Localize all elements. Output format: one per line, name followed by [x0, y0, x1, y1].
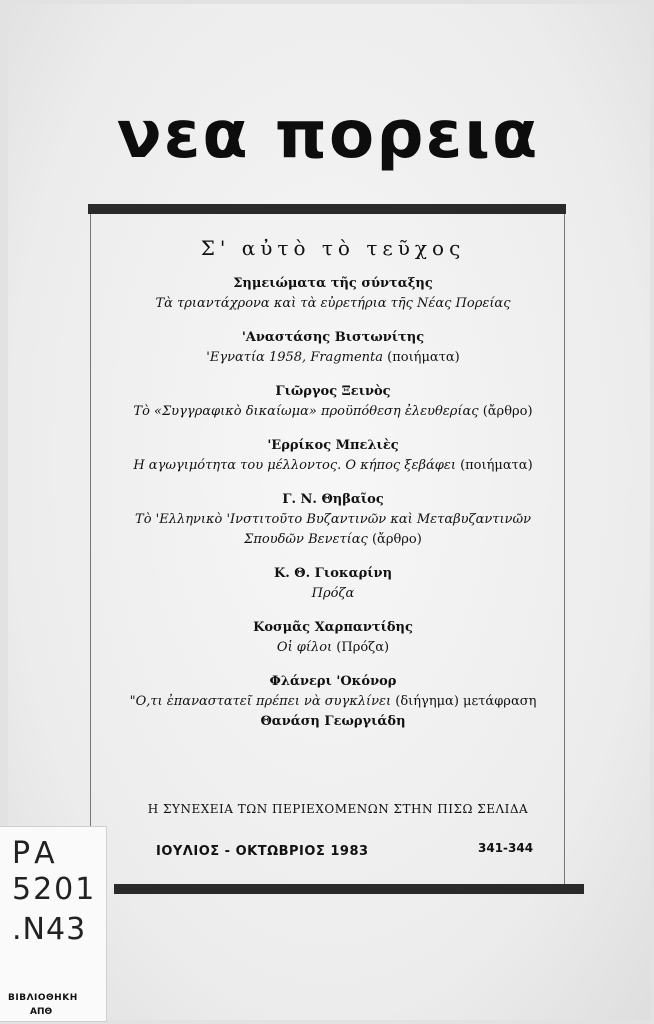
entry-title-text: Τὸ «Συγγραφικὸ δικαίωμα» προϋπόθεση ἐλευθερίας [133, 404, 479, 419]
top-rule [88, 204, 566, 214]
issue-date: ΙΟΥΛΙΟΣ - ΟΚΤΩΒΡΙΟΣ 1983 [156, 844, 369, 859]
frame-right-line [564, 214, 565, 884]
entry-kind: (ἄρθρο) [371, 532, 422, 547]
entry-author: 'Ερρίκος Μπελιὲς [267, 438, 399, 453]
toc-entry [108, 436, 558, 476]
toc-entry [108, 490, 558, 550]
entry-author: Φλάνερι 'Οκόνορ [269, 674, 397, 689]
call-number-line: .N43 [12, 912, 87, 947]
entry-kind: (ἄρθρο) [482, 404, 533, 419]
toc-entry [108, 382, 558, 422]
toc-entry [108, 328, 558, 368]
entry-kind: (Πρόζα) [336, 640, 390, 655]
frame-left-line [90, 214, 91, 834]
library-abbrev: ΑΠΘ [30, 1007, 53, 1017]
entry-kind: (ποιήματα) [387, 350, 460, 365]
entry-author: Κ. Θ. Γιοκαρίνη [273, 566, 393, 581]
continuation-notice: Η ΣΥΝΕΧΕΙΑ ΤΩΝ ΠΕΡΙΕΧΟΜΕΝΩΝ ΣΤΗΝ ΠΙΣΩ ΣΕΛΙΔΑ [147, 802, 529, 816]
library-call-number-label [0, 826, 107, 1022]
entry-kind: (διήγημα) μετάφραση [395, 694, 537, 709]
toc-entry [108, 618, 558, 658]
table-of-contents [108, 236, 558, 732]
magazine-title: νεα πορεια [116, 96, 540, 173]
call-number-line: 5201 [12, 872, 97, 907]
toc-heading: Σ' αὐτὸ τὸ τεῦχος [200, 236, 466, 260]
entry-title: Πρόζα [311, 586, 355, 601]
entry-title [108, 510, 558, 550]
translator-name: Θανάση Γεωργιάδη [260, 714, 406, 729]
toc-entry [108, 564, 558, 604]
entry-title-text: "Ο,τι ἐπαναστατεῖ πρέπει νὰ συγκλίνει [129, 694, 392, 709]
entry-title-text: Η αγωγιμότητα του μέλλοντος. Ο κήπος ξεβάφει [133, 458, 456, 473]
entry-author: Κοσμᾶς Χαρπαντίδης [253, 620, 413, 635]
entry-author: 'Αναστάσης Βιστωνίτης [241, 330, 425, 345]
entry-title-text: Τὸ 'Ελληνικὸ 'Ινστιτοῦτο Βυζαντινῶν καὶ Μεταβυζαντινῶν Σπουδῶν Βενετίας [135, 512, 531, 547]
entry-title [108, 402, 558, 422]
call-number-line: PA [12, 836, 61, 871]
entry-title [108, 638, 558, 658]
library-name: ΒΙΒΛΙΟΘΗΚΗ [8, 993, 78, 1003]
entry-kind: (ποιήματα) [460, 458, 533, 473]
entry-title [108, 692, 558, 712]
toc-entry [108, 274, 558, 314]
entry-title: Τὰ τριαντάχρονα καὶ τὰ εὐρετήρια τῆς Νέας Πορείας [155, 296, 511, 311]
entry-title [108, 456, 558, 476]
entry-author: Γιῶργος Ξεινὸς [275, 384, 391, 399]
entry-author: Γ. Ν. Θηβαῖος [282, 492, 384, 507]
toc-entry [108, 672, 558, 732]
entry-title [108, 348, 558, 368]
entry-title-text: 'Εγνατία 1958, Fragmenta [206, 350, 383, 365]
entry-title-text: Οἱ φίλοι [276, 640, 333, 655]
issue-number: 341-344 [478, 841, 534, 855]
entry-author: Σημειώματα τῆς σύνταξης [233, 276, 433, 291]
bottom-rule [114, 884, 584, 894]
